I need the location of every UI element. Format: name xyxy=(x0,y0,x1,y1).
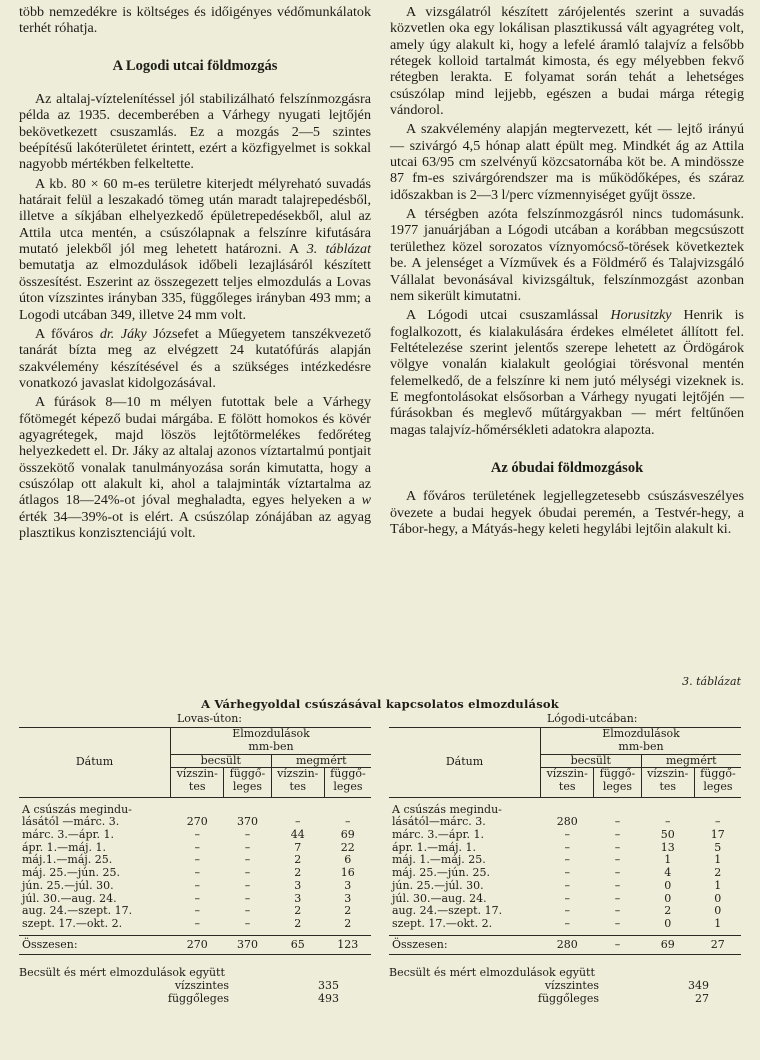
displacement-table xyxy=(389,727,741,955)
paragraph: A főváros dr. Jáky Józsefet a Műegyetem tanszékvezető tanárát bízta meg az elvégzett 24 kutatófúrás alapján szakvélemény készítésével és a szükséges intézkedésre vonatkozó javaslat kidolgozásával. xyxy=(19,325,371,391)
header-vizszintes: vízszin- tes xyxy=(541,768,594,797)
symbol-w: w xyxy=(361,492,371,509)
section-heading-logodi: A Logodi utcai földmozgás xyxy=(112,57,278,74)
header-datum: Dátum xyxy=(75,755,114,769)
header-vizszintes: vízszin- tes xyxy=(271,768,324,797)
table-row: lásától —márc. 3. 270 370 – – xyxy=(22,815,351,829)
table-row: máj. 1.—máj. 25. – – 1 1 xyxy=(392,853,722,867)
table-row: szept. 17.—okt. 2. – – 0 1 xyxy=(392,916,722,930)
paragraph: Az altalaj-víztelenítéssel jól stabilizálható felszínmozgásra példa az 1935. decemberében a Várhegy nyugati lejtőjén bekövetkezett csuszamlás. Ez a mozgás 2—5 szintes beépítésű lakóterületet érintett, ezért a közfigyelmet is sokkal nagyobb mértékben felkeltette. xyxy=(19,91,371,173)
right-text-column xyxy=(390,4,744,540)
paragraph: A fúrások 8—10 m mélyen futottak bele a Várhegy főtömegét képező budai márgába. E fölött homokos és kövér agyagrétegek, majd löszös lejtőtörmelékes fedőréteg helyezkedett el. Dr. Jáky az altalaj azonos víztartalmú pontjait összekötő vonalak tanulmányozása során kimutatta, hogy a csúszólap ott alakult ki, ahol a talajminták víztartalma az átlagos 18—24%-ot jóval meghaladta, egyes helyeken a w érték 34—39%-ot is elért. A csúszólap zónájában az agyag plasztikus konzisztenciájú volt. xyxy=(19,394,371,541)
header-fuggoleges: függő- leges xyxy=(224,768,271,797)
header-vizszintes: vízszin- tes xyxy=(171,768,224,797)
location-label: Lógodi-utcában: xyxy=(547,712,638,726)
table-row: jún. 25.—júl. 30. – – 3 3 xyxy=(22,878,352,892)
header-becsult: becsült xyxy=(171,754,272,768)
paragraph: A szakvélemény alapján megtervezett, két — lejtő irányú — szivárgó 4,5 hónap alatt épült meg. Mindkét ág az Attila utcai 63/95 cm szelvényű közcsatornába köt be. A mindössze 87 fm-es szivárgórendszer ma is működőképes, és száraz időszakban is 2—3 l/perc vízmennyiséget gyűjt össze. xyxy=(390,121,744,203)
table-row: szept. 17.—okt. 2. – – 2 2 xyxy=(22,916,352,930)
table-reference: 3. táblázat xyxy=(306,241,372,258)
table-right-logodi xyxy=(389,713,741,1005)
table-row: máj. 25.—jún. 25. – – 2 16 xyxy=(22,866,355,880)
summary-title: Becsült és mért elmozdulások együtt xyxy=(19,966,225,980)
paragraph: A vizsgálatról készített zárójelentés szerint a suvadás közvetlen oka egy lokálisan plasztikussá vált agyagréteg volt, amely úgy alakult ki, hogy a lefelé áramló talajvíz a felsőbb rétegek kolloid tartalmát kimosta, és egy mélyebben fekvő rétegben lerakta. E folyamat során tehát a lehetséges csúszólap mind lejjebb, egészen a budai márga rétegig vándorol. xyxy=(390,4,744,119)
table-row: máj.1.—máj. 25. – – 2 6 xyxy=(22,853,352,867)
person-name: Horusitzky xyxy=(610,307,672,324)
table-row: jún. 25.—júl. 30. – – 0 1 xyxy=(392,878,722,892)
header-fuggoleges: függő- leges xyxy=(594,768,641,797)
table-title: A Várhegyoldal csúszásával kapcsolatos elmozdulások xyxy=(201,696,559,711)
table-row: lásától—márc. 3. 280 – – – xyxy=(392,815,721,829)
table-row: aug. 24.—szept. 17. – – 2 2 xyxy=(22,904,352,918)
paragraph: A főváros területének legjellegzetesebb csúszásveszélyes övezete a budai hegyek óbudai peremén, a Testvér-hegy, a Tábor-hegy, a Mátyás-hegy keleti hegylábi lejtőin alakult ki. xyxy=(390,488,744,537)
header-vizszintes: vízszin- tes xyxy=(641,768,694,797)
location-label: Lovas-úton: xyxy=(177,712,242,726)
paragraph: A Lógodi utcai csuszamlással Horusitzky Henrik is foglalkozott, és kialakulására érdekes elméletet állított fel. Feltételezése szerint jelentős szerepe lehetett az Ördögárok völgye vonalán kialakult geológiai törésvonal mentén felemelkedő, de a felszínre ki nem jutó mélységi vizeknek is. E megfontolásokat elsősorban a Várhegy nyugati lejtőjén — fúrásokban és meglevő műtárgyakban — mért feltűnően magas talajvíz-hőmérsékleti adatokra alapozta. xyxy=(390,307,744,438)
summary-block: Becsült és mért elmozdulások együtt vízszintes 349 függőleges 27 xyxy=(389,967,741,1005)
table-row: ápr. 1.—máj. 1. – – 13 5 xyxy=(392,840,722,854)
table-section xyxy=(19,676,741,1005)
table-number: 3. táblázat xyxy=(682,675,741,688)
header-fuggoleges: függő- leges xyxy=(324,768,371,797)
table-row: máj. 25.—jún. 25. – – 4 2 xyxy=(392,866,722,880)
displacement-table xyxy=(19,727,371,955)
paragraph: A térségben azóta felszínmozgásról nincs tudomásunk. 1977 januárjában a Lógodi utcában a korábban megcsúszott területhez közel sorozatos víznyomócső-törések következtek be. A jelenséget a Vízművek és a Földmérő és Talajvizsgáló Vállalat bevonásával kivizsgáltuk, felszínmozgást azonban nem sikerült kimutatni. xyxy=(390,206,744,304)
table-row: márc. 3.—ápr. 1. – – 44 69 xyxy=(22,828,355,842)
summary-title: Becsült és mért elmozdulások együtt xyxy=(389,966,595,980)
header-fuggoleges: függő- leges xyxy=(694,768,741,797)
table-left-lovas xyxy=(19,713,371,1005)
paragraph-continuation: több nemzedékre is költséges és időigényes védőmunkálatok terhét róhatja. xyxy=(19,4,371,37)
table-row: márc. 3.—ápr. 1. – – 50 17 xyxy=(392,828,725,842)
table-row: júl. 30.—aug. 24. – – 0 0 xyxy=(392,891,722,905)
person-name: dr. Jáky xyxy=(99,325,147,342)
header-megmert: megmért xyxy=(271,754,371,768)
header-group: Elmozdulások mm-ben xyxy=(171,728,372,754)
table-row: A csúszás megindu- xyxy=(392,802,502,816)
header-group: Elmozdulások mm-ben xyxy=(541,728,742,754)
paragraph: A kb. 80 × 60 m-es területre kiterjedt mélyreható suvadás határait felül a leszakadó tömeg után maradt talajrepedésből, illetve a síkjában elhelyezkedő épületrepedésekből, alul az Attila utca mentén, a csúszólapnak a felszínre kifutására mutató jelekből jól meg lehetett határozni. A 3. táblázat bemutatja az elmozdulások időbeli lezajlásáról készített összesítést. Eszerint az összegezett teljes elmozdulás a Lovas úton vízszintes irányban 335, függőleges irányban 493 mm; a Logodi utcában 349, illetve 24 mm volt. xyxy=(19,175,372,323)
left-text-column xyxy=(19,4,371,544)
header-megmert: megmért xyxy=(641,754,741,768)
section-heading-obuda: Az óbudai földmozgások xyxy=(490,459,644,476)
total-row: Összesen: 280 – 69 27 xyxy=(389,935,741,955)
table-row: A csúszás megindu- xyxy=(22,802,132,816)
table-row: ápr. 1.—máj. 1. – – 7 22 xyxy=(22,840,355,854)
header-datum: Dátum xyxy=(445,755,484,769)
table-row: aug. 24.—szept. 17. – – 2 0 xyxy=(392,904,722,918)
header-becsult: becsült xyxy=(541,754,642,768)
summary-block: Becsült és mért elmozdulások együtt vízszintes 335 függőleges 493 xyxy=(19,967,371,1005)
total-row: Összesen: 270 370 65 123 xyxy=(19,935,371,955)
table-row: júl. 30.—aug. 24. – – 3 3 xyxy=(22,891,352,905)
